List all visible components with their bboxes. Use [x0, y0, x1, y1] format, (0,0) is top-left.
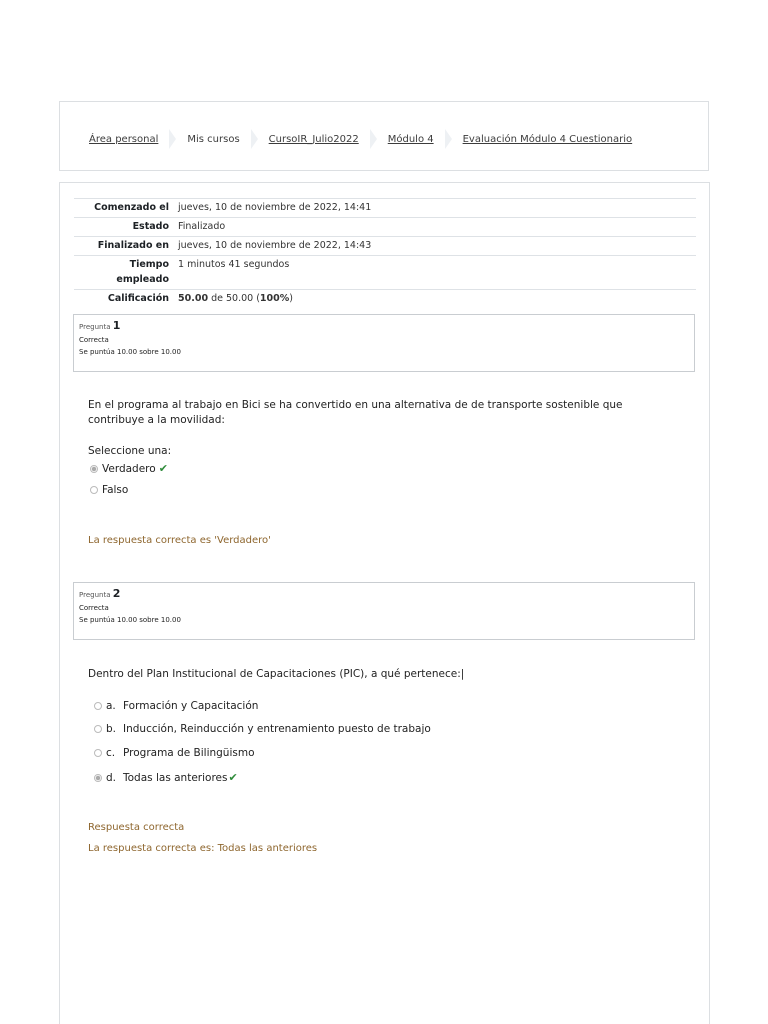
breadcrumb-bar — [59, 101, 709, 171]
breadcrumb-module[interactable]: Módulo 4 — [387, 133, 434, 145]
radio-button[interactable] — [94, 725, 102, 733]
radio-button[interactable] — [94, 749, 102, 757]
row-value: jueves, 10 de noviembre de 2022, 14:43 — [178, 240, 372, 251]
question-info-1 — [73, 314, 695, 372]
option-letter: a. — [106, 700, 116, 712]
row-label: Estado — [132, 221, 169, 232]
option-c[interactable] — [94, 747, 255, 759]
grade-total: de 50.00 ( — [208, 293, 260, 304]
grade-value — [174, 290, 696, 309]
question-grade: Se puntúa 10.00 sobre 10.00 — [79, 616, 181, 624]
question-prefix: Pregunta — [79, 591, 111, 599]
option-label: Verdadero — [102, 462, 156, 475]
question-state: Correcta — [79, 336, 109, 344]
question-state: Correcta — [79, 604, 109, 612]
select-one-prompt: Seleccione una: — [88, 445, 172, 457]
question-prefix: Pregunta — [79, 323, 111, 331]
correct-answer-feedback-1: La respuesta correcta es 'Verdadero' — [88, 535, 271, 546]
option-verdadero[interactable] — [90, 462, 168, 475]
breadcrumb-separator — [445, 129, 452, 149]
option-label: Inducción, Reinducción y entrenamiento puesto de trabajo — [123, 723, 431, 735]
breadcrumb-mis-cursos: Mis cursos — [187, 133, 240, 145]
question-grade: Se puntúa 10.00 sobre 10.00 — [79, 348, 181, 356]
question-number-value: 1 — [112, 319, 121, 332]
breadcrumb-separator — [370, 129, 377, 149]
question-number — [79, 587, 689, 600]
question-info-2 — [73, 582, 695, 640]
grade-close: ) — [289, 293, 293, 304]
option-a[interactable] — [94, 700, 258, 712]
option-falso[interactable] — [90, 484, 128, 496]
table-row — [74, 256, 696, 290]
question-number — [79, 319, 689, 332]
question-text-2: Dentro del Plan Institucional de Capacitaciones (PIC), a qué pertenece:| — [88, 668, 465, 680]
correct-answer-feedback-2: La respuesta correcta es: Todas las anteriores — [88, 843, 318, 854]
option-letter: d. — [106, 771, 117, 784]
grade-score: 50.00 — [178, 293, 209, 304]
table-row — [74, 199, 696, 218]
row-value: 1 minutos 41 segundos — [178, 259, 290, 270]
option-letter: c. — [106, 747, 116, 759]
breadcrumb-quiz[interactable]: Evaluación Módulo 4 Cuestionario — [462, 133, 633, 145]
radio-button[interactable] — [94, 774, 102, 782]
table-row — [74, 218, 696, 237]
checkmark-icon: ✔ — [158, 462, 168, 475]
row-label: Comenzado el — [94, 202, 169, 213]
quiz-review — [59, 182, 710, 1024]
option-label: Formación y Capacitación — [123, 700, 259, 712]
table-row — [74, 237, 696, 256]
option-b[interactable] — [94, 723, 431, 735]
table-row — [74, 290, 696, 309]
breadcrumb-separator — [169, 129, 176, 149]
answer-status-feedback: Respuesta correcta — [88, 822, 185, 833]
breadcrumb-area-personal[interactable]: Área personal — [89, 133, 159, 145]
checkmark-icon: ✔ — [228, 771, 238, 784]
breadcrumb-course[interactable]: CursoIR_Julio2022 — [268, 133, 359, 145]
row-label: Calificación — [107, 293, 169, 304]
grade-percent: 100% — [259, 293, 290, 304]
breadcrumb-separator — [251, 129, 258, 149]
question-text-1: En el programa al trabajo en Bici se ha convertido en una alternativa de de transporte sostenible que contribuye a la movilidad: — [88, 399, 623, 426]
row-label: Finalizado en — [97, 240, 169, 251]
option-letter: b. — [106, 723, 117, 735]
option-label: Programa de Bilingüismo — [123, 747, 255, 759]
breadcrumb — [89, 129, 632, 149]
radio-button[interactable] — [90, 486, 98, 494]
option-d[interactable] — [94, 771, 238, 784]
option-label: Falso — [102, 484, 129, 496]
option-label: Todas las anteriores — [123, 771, 228, 784]
row-value: Finalizado — [178, 221, 226, 232]
question-number-value: 2 — [112, 587, 121, 600]
radio-button[interactable] — [90, 465, 98, 473]
row-value: jueves, 10 de noviembre de 2022, 14:41 — [178, 202, 372, 213]
radio-button[interactable] — [94, 702, 102, 710]
attempt-summary-table — [74, 198, 696, 308]
row-label: Tiempo empleado — [116, 259, 169, 285]
